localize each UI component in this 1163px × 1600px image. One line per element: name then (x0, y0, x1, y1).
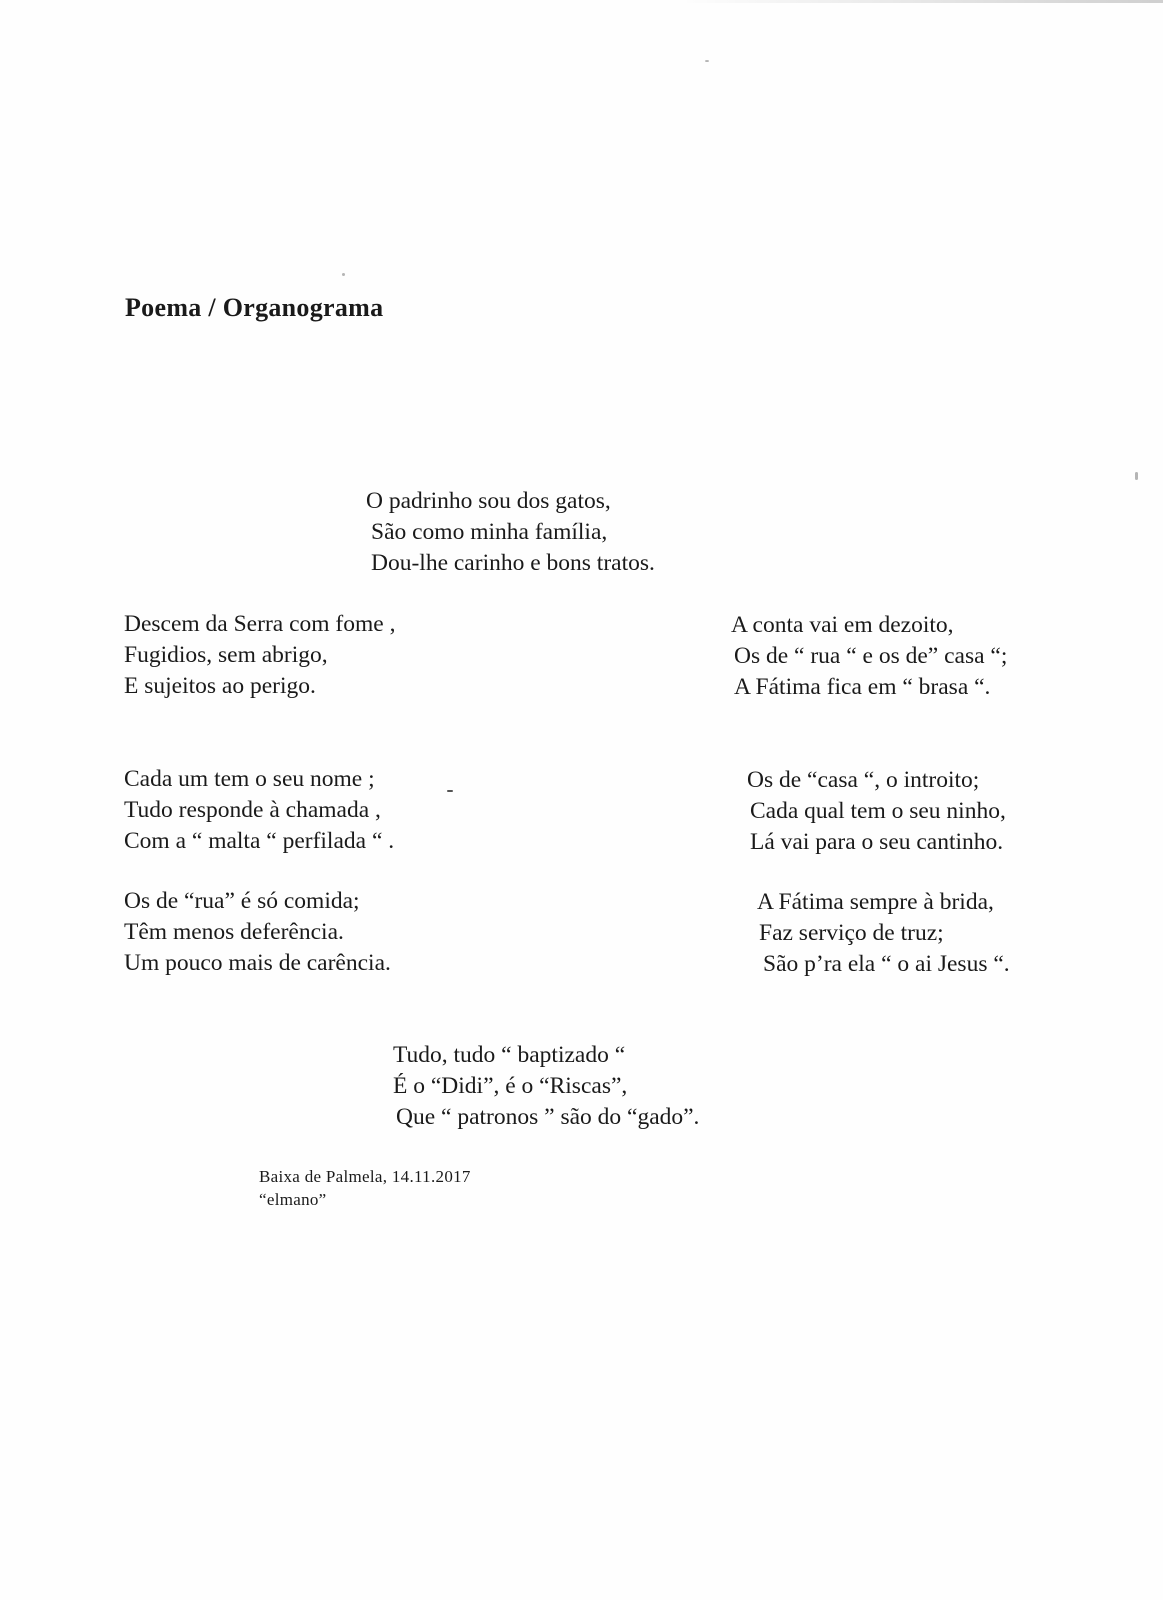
scan-edge-line (680, 0, 1163, 3)
verse-line: É o “Didi”, é o “Riscas”, (393, 1073, 628, 1099)
verse-line: Os de “rua” é só comida; (124, 888, 360, 914)
verse-line: E sujeitos ao perigo. (124, 673, 316, 699)
verse-line: Descem da Serra com fome , (124, 611, 396, 637)
verse-line: A Fátima fica em “ brasa “. (734, 674, 991, 700)
scan-speck (342, 273, 345, 276)
stanza-intro (366, 486, 655, 579)
verse-line: Com a “ malta “ perfilada “ . (124, 828, 395, 854)
stanza-left-3 (124, 886, 391, 979)
stanza-right-2 (747, 765, 1006, 858)
verse-line: Os de “casa “, o introito; (747, 767, 980, 793)
stanza-right-3 (757, 887, 1010, 980)
verse-line: Têm menos deferência. (124, 919, 344, 945)
verse-line: Um pouco mais de carência. (124, 950, 391, 976)
verse-line: Que “ patronos ” são do “gado”. (396, 1104, 700, 1130)
verse-line: Os de “ rua “ e os de” casa “; (734, 643, 1008, 669)
stanza-right-1 (731, 610, 1007, 703)
verse-line: Lá vai para o seu cantinho. (750, 829, 1004, 855)
verse-line: Tudo, tudo “ baptizado “ (393, 1042, 626, 1068)
scan-speck (705, 60, 709, 62)
signature-block (259, 1165, 471, 1211)
verse-line: Cada qual tem o seu ninho, (750, 798, 1006, 824)
verse-line: Fugidios, sem abrigo, (124, 642, 328, 668)
verse-line: São como minha família, (371, 519, 608, 545)
stanza-left-2 (124, 764, 394, 857)
verse-line: Dou-lhe carinho e bons tratos. (371, 550, 655, 576)
verse-line: Faz serviço de truz; (759, 920, 944, 946)
place-date: Baixa de Palmela, 14.11.2017 (259, 1167, 471, 1186)
verse-line: Cada um tem o seu nome ; (124, 766, 375, 792)
author-name: “elmano” (259, 1190, 327, 1209)
verse-line: O padrinho sou dos gatos, (366, 488, 611, 514)
poem-title: Poema / Organograma (125, 293, 384, 322)
verse-line: São p’ra ela “ o ai Jesus “. (763, 951, 1010, 977)
verse-line: Tudo responde à chamada , (124, 797, 381, 823)
verse-line: A Fátima sempre à brida, (757, 889, 994, 915)
verse-line: A conta vai em dezoito, (731, 612, 954, 638)
stanza-final (393, 1040, 699, 1133)
scan-speck (1135, 472, 1138, 480)
stanza-left-1 (124, 609, 395, 702)
scan-speck (447, 790, 453, 792)
